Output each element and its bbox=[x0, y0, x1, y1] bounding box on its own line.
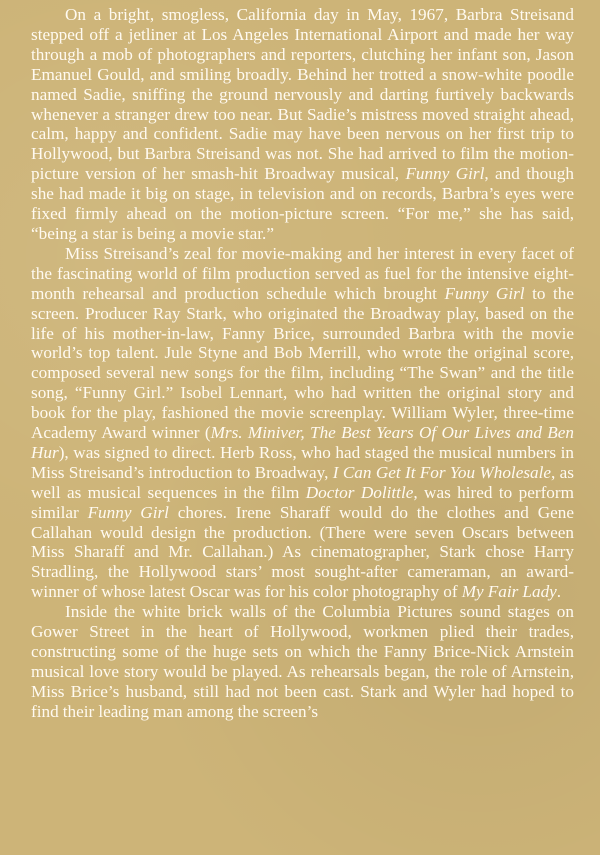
text-run: . bbox=[556, 582, 562, 602]
paragraph-1 bbox=[31, 5, 574, 244]
text-run: , was hired to perform similar bbox=[31, 482, 574, 522]
text-run: chores. Irene Sharaff would do the clothes and Gene Callahan would design the production. (There were seven Oscars between Miss Sharaff and Mr. Callahan.) As cinematographer, Stark chose Harry Stradling, the Hollywood stars’ most sought-after cameraman, an award-winner of whose latest Oscar was for his color photography of bbox=[31, 502, 574, 602]
italic-title: My Fair Lady bbox=[461, 582, 557, 602]
italic-title: Funny Girl bbox=[405, 164, 485, 184]
italic-title: Funny Girl bbox=[87, 502, 169, 522]
text-run: Inside the white brick walls of the Columbia Pictures sound stages on Gower Street in the heart of Hollywood, workmen plied their trades, constructing some of the huge sets on which the Fanny Brice-Nick Arnstein musical love story would be played. As rehearsals began, the role of Arnstein, Miss Brice’s husband, still had not been cast. Stark and Wyler had hoped to find their leading man among the screen’s bbox=[31, 602, 574, 721]
italic-title: Mrs. Miniver, The Best Years Of Our Lives and Ben Hur bbox=[31, 423, 574, 462]
text-run: , as well as musical sequences in the film bbox=[31, 462, 574, 502]
text-run: Miss Streisand’s zeal for movie-making and her interest in every facet of the fascinating world of film production served as fuel for the intensive eight-month rehearsal and production schedule which brought bbox=[31, 243, 574, 303]
italic-title: I Can Get It For You Wholesale bbox=[332, 462, 552, 482]
text-run: to the screen. Producer Ray Stark, who originated the Broadway play, based on the life of his mother-in-law, Fanny Brice, surrounded Barbra with the movie world’s top talent. Jule Styne and Bob Merrill, who wrote the original score, composed several new songs for the film, including “The Swan” and the title song, “Funny Girl.” Isobel Lennart, who had written the original story and book for the play, fashioned the movie screenplay. William Wyler, three-time Academy Award winner ( bbox=[31, 283, 574, 443]
paragraph-2 bbox=[31, 244, 574, 602]
text-run: On a bright, smogless, California day in May, 1967, Barbra Streisand stepped off a jetliner at Los Angeles International Airport and made her way through a mob of photographers and reporters, clutching her infant son, Jason Emanuel Gould, and smiling broadly. Behind her trotted a snow-white poodle named Sadie, sniffing the ground nervously and darting furtively backwards whenever a stranger drew too near. But Sadie’s mistress moved straight ahead, calm, happy and confident. Sadie may have been nervous on her first trip to Hollywood, but Barbra Streisand was not. She had arrived to film the motion-picture version of her smash-hit Broadway musical, bbox=[31, 5, 574, 184]
italic-title: Doctor Dolittle bbox=[305, 482, 414, 502]
text-run: , and though she had made it big on stage, in television and on records, Barbra’s eyes were fixed firmly ahead on the motion-picture screen. “For me,” she has said, “being a star is being a movie star.” bbox=[31, 164, 574, 243]
text-run: ), was signed to direct. Herb Ross, who had staged the musical numbers in Miss Streisand’s introduction to Broadway, bbox=[31, 442, 574, 482]
paragraph-3 bbox=[31, 602, 574, 721]
italic-title: Funny Girl bbox=[444, 283, 525, 303]
body-text bbox=[31, 5, 574, 722]
